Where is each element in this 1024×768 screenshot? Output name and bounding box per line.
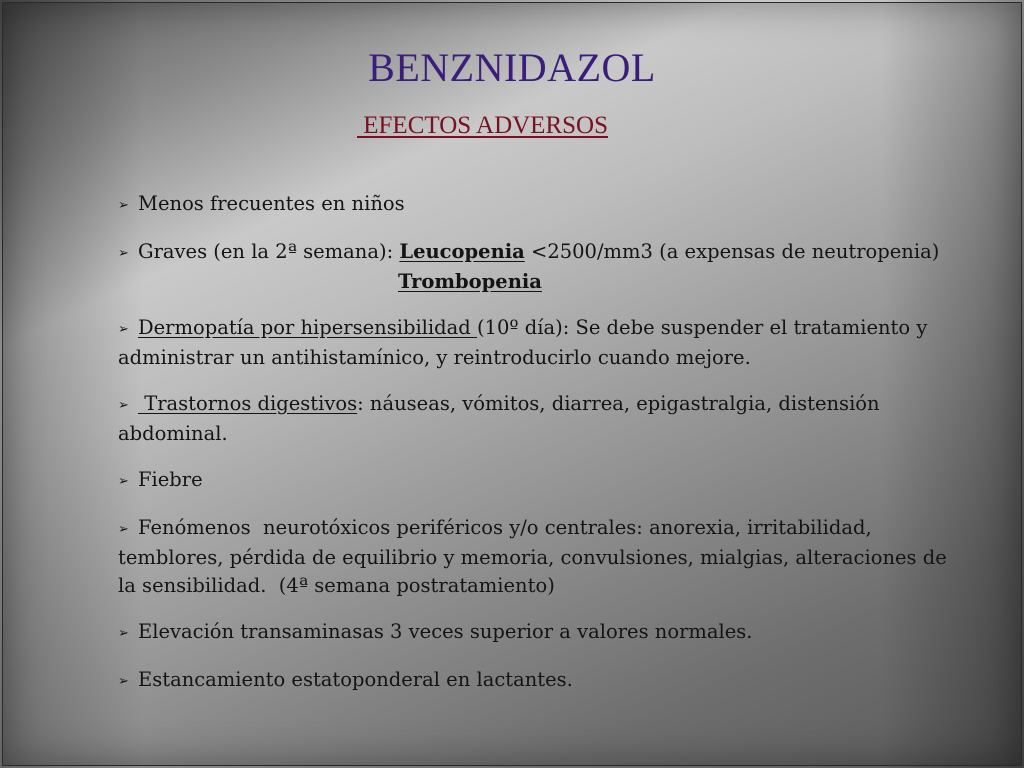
arrow-bullet-icon: ➢ (118, 674, 129, 689)
list-item (118, 618, 966, 648)
bullet-term: Trastornos digestivos (138, 392, 358, 415)
slide-subtitle: EFECTOS ADVERSOS (357, 112, 608, 139)
arrow-bullet-icon: ➢ (118, 246, 129, 261)
bullet-term: Trombopenia (398, 270, 542, 293)
bullet-text: Elevación transaminasas 3 veces superior a valores normales. (138, 620, 753, 643)
bullet-text: : náuseas, vómitos, diarrea, epigastralgia, distensión abdominal. (118, 392, 880, 445)
bullet-text: (10º día): Se debe suspender el tratamiento y administrar un antihistamínico, y reintroducirlo cuando mejore. (118, 316, 928, 369)
bullet-list (118, 190, 966, 696)
bullet-text: Menos frecuentes en niños (138, 192, 405, 215)
list-item (118, 390, 966, 448)
bullet-text: Estancamiento estatoponderal en lactantes. (138, 668, 573, 691)
bullet-term: Leucopenia (399, 240, 525, 263)
list-item (118, 466, 966, 496)
arrow-bullet-icon: ➢ (118, 198, 129, 213)
bullet-text: Graves (en la 2ª semana): (138, 240, 400, 263)
list-item (118, 238, 966, 296)
arrow-bullet-icon: ➢ (118, 474, 129, 489)
bullet-term: Dermopatía por hipersensibilidad (138, 316, 477, 339)
arrow-bullet-icon: ➢ (118, 398, 129, 413)
bullet-text: Fiebre (138, 468, 203, 491)
list-item (118, 190, 966, 220)
bullet-text: Fenómenos neurotóxicos periféricos y/o centrales: anorexia, irritabilidad, temblores, pérdida de equilibrio y memoria, convulsiones, mialgias, alteraciones de la sensibilidad. (4ª semana postratamiento) (118, 516, 953, 597)
list-item (118, 514, 966, 600)
list-item (118, 666, 966, 696)
list-item (118, 314, 966, 372)
arrow-bullet-icon: ➢ (118, 522, 129, 537)
slide-title: BENZNIDAZOL (368, 45, 656, 90)
arrow-bullet-icon: ➢ (118, 626, 129, 641)
bullet-text: <2500/mm3 (a expensas de neutropenia) (524, 240, 940, 263)
arrow-bullet-icon: ➢ (118, 322, 129, 337)
